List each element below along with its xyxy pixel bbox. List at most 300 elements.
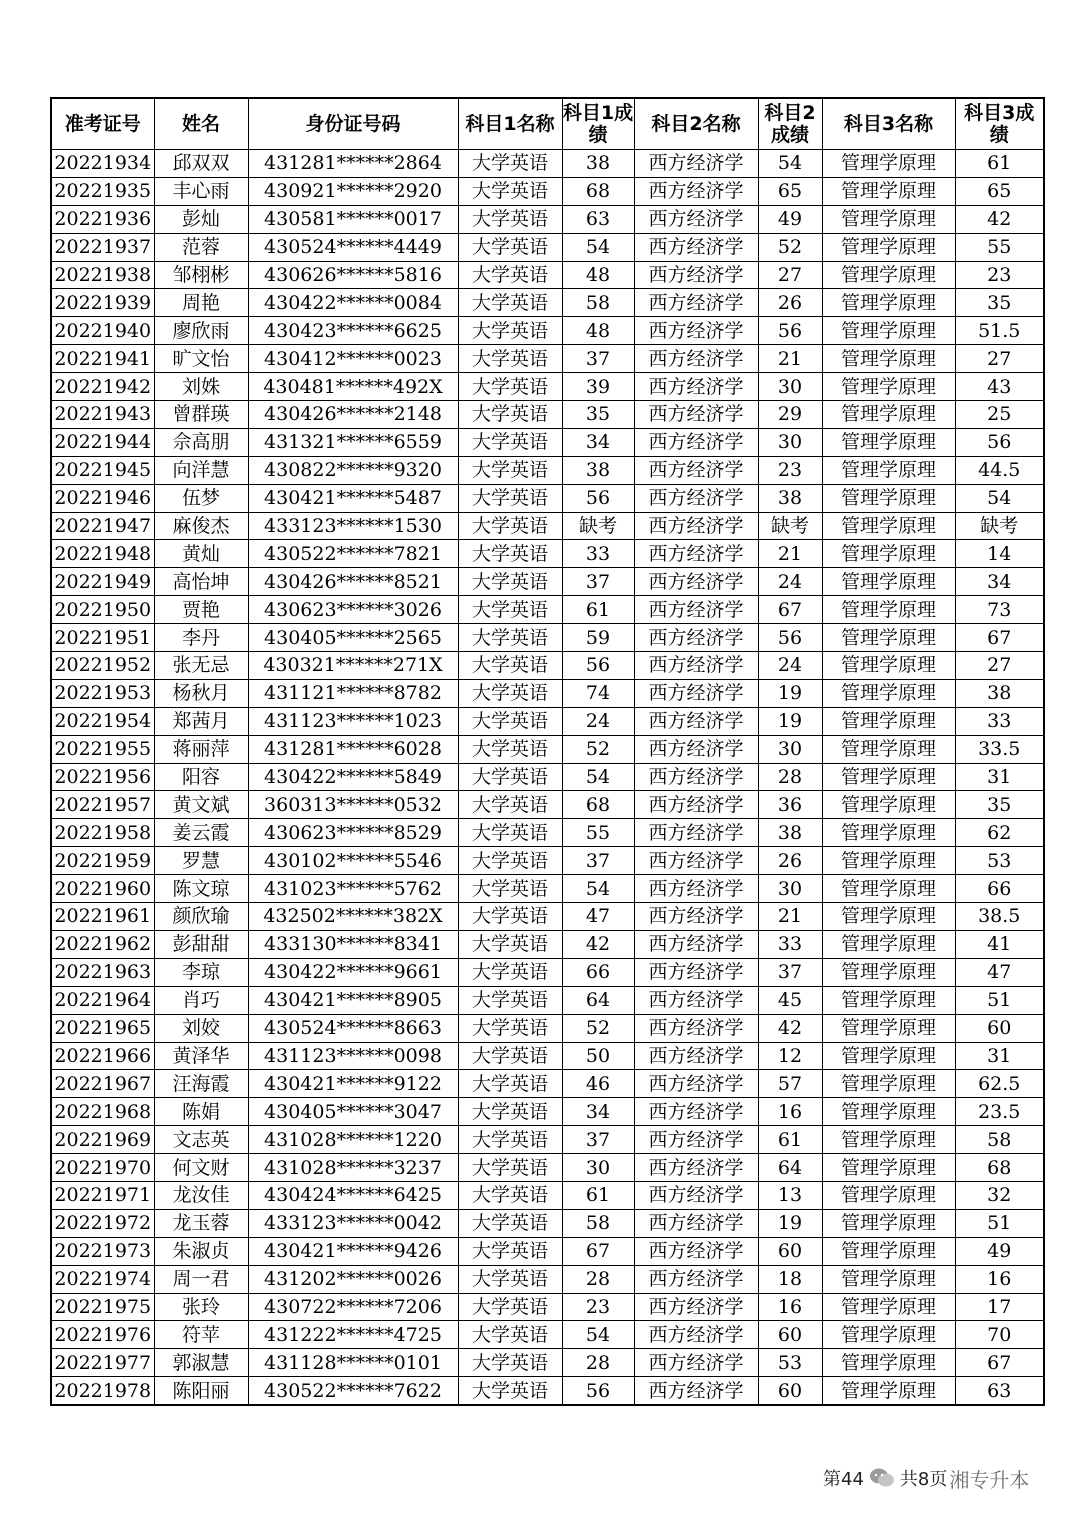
subject3-score-cell: 51.5 (955, 317, 1044, 345)
subject1-score-cell: 33 (562, 540, 634, 568)
name-cell: 范蓉 (154, 233, 248, 261)
subject3-name-cell: 管理学原理 (822, 289, 955, 317)
id-number-cell: 430321******271X (248, 652, 458, 680)
subject2-name-cell: 西方经济学 (634, 1265, 758, 1293)
exam-number-cell: 20221973 (51, 1237, 154, 1265)
id-number-cell: 431222******4725 (248, 1321, 458, 1349)
subject2-score-cell: 19 (758, 679, 822, 707)
subject3-score-cell: 70 (955, 1321, 1044, 1349)
table-row (51, 1349, 1044, 1377)
subject1-score-cell: 54 (562, 875, 634, 903)
subject3-name-cell: 管理学原理 (822, 1154, 955, 1182)
subject1-name-cell: 大学英语 (458, 317, 562, 345)
table-row (51, 958, 1044, 986)
subject3-score-cell: 27 (955, 652, 1044, 680)
exam-number-cell: 20221941 (51, 345, 154, 373)
exam-number-cell: 20221977 (51, 1349, 154, 1377)
subject2-score-cell: 19 (758, 1209, 822, 1237)
subject3-score-cell: 42 (955, 205, 1044, 233)
subject3-name-cell: 管理学原理 (822, 1098, 955, 1126)
subject3-name-cell: 管理学原理 (822, 205, 955, 233)
subject1-name-cell: 大学英语 (458, 205, 562, 233)
subject1-name-cell: 大学英语 (458, 428, 562, 456)
name-cell: 陈阳丽 (154, 1377, 248, 1405)
subject2-score-cell: 56 (758, 624, 822, 652)
subject2-name-cell: 西方经济学 (634, 652, 758, 680)
subject2-name-cell: 西方经济学 (634, 1181, 758, 1209)
subject2-score-cell: 21 (758, 903, 822, 931)
subject2-score-cell: 65 (758, 177, 822, 205)
id-number-cell: 430481******492X (248, 373, 458, 401)
table-row (51, 1209, 1044, 1237)
subject2-score-cell: 30 (758, 373, 822, 401)
subject3-score-cell: 55 (955, 233, 1044, 261)
exam-number-cell: 20221964 (51, 986, 154, 1014)
table-row (51, 373, 1044, 401)
subject2-name-cell: 西方经济学 (634, 484, 758, 512)
name-cell: 旷文怡 (154, 345, 248, 373)
subject3-score-cell: 31 (955, 763, 1044, 791)
subject3-score-cell: 66 (955, 875, 1044, 903)
subject3-score-cell: 73 (955, 596, 1044, 624)
subject3-score-cell: 67 (955, 624, 1044, 652)
id-number-cell: 430426******2148 (248, 401, 458, 429)
subject3-score-cell: 56 (955, 428, 1044, 456)
exam-number-cell: 20221944 (51, 428, 154, 456)
subject2-score-cell: 26 (758, 289, 822, 317)
table-row (51, 930, 1044, 958)
subject1-score-cell: 56 (562, 484, 634, 512)
subject1-name-cell: 大学英语 (458, 150, 562, 178)
subject2-name-cell: 西方经济学 (634, 373, 758, 401)
exam-number-cell: 20221961 (51, 903, 154, 931)
exam-number-cell: 20221969 (51, 1126, 154, 1154)
name-cell: 黄灿 (154, 540, 248, 568)
subject2-name-cell: 西方经济学 (634, 205, 758, 233)
subject3-name-cell: 管理学原理 (822, 568, 955, 596)
subject1-name-cell: 大学英语 (458, 1181, 562, 1209)
id-number-cell: 431321******6559 (248, 428, 458, 456)
subject3-name-cell: 管理学原理 (822, 512, 955, 540)
subject1-name-cell: 大学英语 (458, 233, 562, 261)
name-cell: 何文财 (154, 1154, 248, 1182)
table-row (51, 1014, 1044, 1042)
subject1-name-cell: 大学英语 (458, 1154, 562, 1182)
subject2-score-cell: 16 (758, 1098, 822, 1126)
subject3-name-cell: 管理学原理 (822, 1181, 955, 1209)
subject2-score-cell: 13 (758, 1181, 822, 1209)
page-footer (823, 1464, 1029, 1492)
subject1-name-cell: 大学英语 (458, 345, 562, 373)
subject3-score-cell: 31 (955, 1042, 1044, 1070)
subject1-score-cell: 37 (562, 568, 634, 596)
id-number-cell: 431128******0101 (248, 1349, 458, 1377)
id-number-cell: 431028******1220 (248, 1126, 458, 1154)
id-number-cell: 430426******8521 (248, 568, 458, 596)
id-number-cell: 430921******2920 (248, 177, 458, 205)
subject3-score-cell: 54 (955, 484, 1044, 512)
subject3-score-cell: 23 (955, 261, 1044, 289)
subject1-score-cell: 34 (562, 428, 634, 456)
subject2-name-cell: 西方经济学 (634, 345, 758, 373)
name-cell: 郑茜月 (154, 707, 248, 735)
name-cell: 汪海霞 (154, 1070, 248, 1098)
subject3-name-cell: 管理学原理 (822, 735, 955, 763)
subject2-score-cell: 42 (758, 1014, 822, 1042)
name-cell: 杨秋月 (154, 679, 248, 707)
subject3-name-cell: 管理学原理 (822, 261, 955, 289)
table-row (51, 401, 1044, 429)
subject1-score-cell: 61 (562, 596, 634, 624)
subject1-score-cell: 54 (562, 1321, 634, 1349)
subject2-name-cell: 西方经济学 (634, 1126, 758, 1154)
subject1-score-cell: 55 (562, 819, 634, 847)
subject1-score-cell: 37 (562, 1126, 634, 1154)
subject1-score-cell: 56 (562, 1377, 634, 1405)
subject1-score-cell: 52 (562, 735, 634, 763)
table-row (51, 261, 1044, 289)
subject1-score-cell: 54 (562, 233, 634, 261)
subject3-score-cell: 32 (955, 1181, 1044, 1209)
subject2-score-cell: 18 (758, 1265, 822, 1293)
subject2-name-cell: 西方经济学 (634, 1237, 758, 1265)
subject1-score-cell: 30 (562, 1154, 634, 1182)
subject2-score-cell: 28 (758, 763, 822, 791)
column-header: 科目1名称 (458, 98, 562, 150)
subject2-name-cell: 西方经济学 (634, 512, 758, 540)
id-number-cell: 433123******1530 (248, 512, 458, 540)
subject3-name-cell: 管理学原理 (822, 707, 955, 735)
subject1-name-cell: 大学英语 (458, 958, 562, 986)
subject3-name-cell: 管理学原理 (822, 317, 955, 345)
subject1-score-cell: 58 (562, 1209, 634, 1237)
subject1-name-cell: 大学英语 (458, 456, 562, 484)
column-header: 姓名 (154, 98, 248, 150)
subject1-name-cell: 大学英语 (458, 1042, 562, 1070)
subject2-name-cell: 西方经济学 (634, 1377, 758, 1405)
column-header: 科目3名称 (822, 98, 955, 150)
wechat-icon (868, 1466, 896, 1490)
name-cell: 姜云霞 (154, 819, 248, 847)
subject3-score-cell: 38.5 (955, 903, 1044, 931)
subject1-name-cell: 大学英语 (458, 1265, 562, 1293)
subject3-name-cell: 管理学原理 (822, 763, 955, 791)
name-cell: 廖欣雨 (154, 317, 248, 345)
subject1-name-cell: 大学英语 (458, 819, 562, 847)
exam-number-cell: 20221963 (51, 958, 154, 986)
exam-number-cell: 20221971 (51, 1181, 154, 1209)
subject1-score-cell: 35 (562, 401, 634, 429)
subject3-score-cell: 41 (955, 930, 1044, 958)
table-row (51, 233, 1044, 261)
table-row (51, 484, 1044, 512)
subject2-score-cell: 56 (758, 317, 822, 345)
table-row (51, 456, 1044, 484)
subject2-name-cell: 西方经济学 (634, 596, 758, 624)
exam-number-cell: 20221942 (51, 373, 154, 401)
subject3-name-cell: 管理学原理 (822, 540, 955, 568)
subject3-name-cell: 管理学原理 (822, 1377, 955, 1405)
id-number-cell: 430623******8529 (248, 819, 458, 847)
exam-number-cell: 20221972 (51, 1209, 154, 1237)
subject2-score-cell: 16 (758, 1293, 822, 1321)
subject3-name-cell: 管理学原理 (822, 1349, 955, 1377)
name-cell: 龙汝佳 (154, 1181, 248, 1209)
subject1-name-cell: 大学英语 (458, 540, 562, 568)
subject1-name-cell: 大学英语 (458, 903, 562, 931)
table-row (51, 1321, 1044, 1349)
id-number-cell: 433123******0042 (248, 1209, 458, 1237)
exam-number-cell: 20221938 (51, 261, 154, 289)
table-row (51, 903, 1044, 931)
subject2-name-cell: 西方经济学 (634, 1098, 758, 1126)
subject2-name-cell: 西方经济学 (634, 679, 758, 707)
subject2-name-cell: 西方经济学 (634, 1293, 758, 1321)
table-row (51, 847, 1044, 875)
subject2-score-cell: 64 (758, 1154, 822, 1182)
subject2-name-cell: 西方经济学 (634, 847, 758, 875)
subject2-name-cell: 西方经济学 (634, 1070, 758, 1098)
page-total: 共8页 (899, 1469, 948, 1490)
table-row (51, 1154, 1044, 1182)
subject3-name-cell: 管理学原理 (822, 456, 955, 484)
table-row (51, 652, 1044, 680)
name-cell: 刘姣 (154, 1014, 248, 1042)
table-row (51, 1377, 1044, 1405)
exam-number-cell: 20221966 (51, 1042, 154, 1070)
subject1-name-cell: 大学英语 (458, 596, 562, 624)
table-row (51, 875, 1044, 903)
exam-number-cell: 20221935 (51, 177, 154, 205)
subject2-score-cell: 缺考 (758, 512, 822, 540)
subject3-name-cell: 管理学原理 (822, 428, 955, 456)
exam-number-cell: 20221952 (51, 652, 154, 680)
name-cell: 佘高朋 (154, 428, 248, 456)
subject1-name-cell: 大学英语 (458, 875, 562, 903)
subject1-score-cell: 52 (562, 1014, 634, 1042)
subject1-name-cell: 大学英语 (458, 1349, 562, 1377)
column-header: 科目2成绩 (758, 98, 822, 150)
subject3-name-cell: 管理学原理 (822, 903, 955, 931)
subject2-name-cell: 西方经济学 (634, 540, 758, 568)
name-cell: 颜欣瑜 (154, 903, 248, 931)
subject3-score-cell: 62.5 (955, 1070, 1044, 1098)
subject3-score-cell: 23.5 (955, 1098, 1044, 1126)
subject2-score-cell: 23 (758, 456, 822, 484)
subject3-name-cell: 管理学原理 (822, 791, 955, 819)
subject2-name-cell: 西方经济学 (634, 624, 758, 652)
subject1-name-cell: 大学英语 (458, 289, 562, 317)
id-number-cell: 431281******6028 (248, 735, 458, 763)
subject3-name-cell: 管理学原理 (822, 1126, 955, 1154)
column-header: 科目1成绩 (562, 98, 634, 150)
exam-number-cell: 20221936 (51, 205, 154, 233)
name-cell: 黄文斌 (154, 791, 248, 819)
exam-number-cell: 20221956 (51, 763, 154, 791)
subject1-score-cell: 37 (562, 345, 634, 373)
subject2-name-cell: 西方经济学 (634, 958, 758, 986)
subject2-score-cell: 37 (758, 958, 822, 986)
subject2-name-cell: 西方经济学 (634, 233, 758, 261)
table-row (51, 1293, 1044, 1321)
table-row (51, 428, 1044, 456)
id-number-cell: 430522******7821 (248, 540, 458, 568)
name-cell: 贾艳 (154, 596, 248, 624)
exam-number-cell: 20221954 (51, 707, 154, 735)
subject1-name-cell: 大学英语 (458, 1377, 562, 1405)
subject3-name-cell: 管理学原理 (822, 930, 955, 958)
table-row (51, 1070, 1044, 1098)
subject3-score-cell: 49 (955, 1237, 1044, 1265)
subject1-name-cell: 大学英语 (458, 847, 562, 875)
id-number-cell: 430424******6425 (248, 1181, 458, 1209)
subject1-score-cell: 39 (562, 373, 634, 401)
subject3-name-cell: 管理学原理 (822, 1209, 955, 1237)
table-row (51, 568, 1044, 596)
id-number-cell: 430722******7206 (248, 1293, 458, 1321)
subject3-name-cell: 管理学原理 (822, 652, 955, 680)
id-number-cell: 431281******2864 (248, 150, 458, 178)
subject1-score-cell: 缺考 (562, 512, 634, 540)
subject2-name-cell: 西方经济学 (634, 261, 758, 289)
name-cell: 李丹 (154, 624, 248, 652)
subject1-score-cell: 56 (562, 652, 634, 680)
subject1-score-cell: 68 (562, 177, 634, 205)
subject1-name-cell: 大学英语 (458, 1209, 562, 1237)
table-row (51, 763, 1044, 791)
subject3-name-cell: 管理学原理 (822, 624, 955, 652)
subject1-score-cell: 61 (562, 1181, 634, 1209)
subject3-name-cell: 管理学原理 (822, 819, 955, 847)
name-cell: 罗慧 (154, 847, 248, 875)
name-cell: 文志英 (154, 1126, 248, 1154)
exam-number-cell: 20221968 (51, 1098, 154, 1126)
subject2-name-cell: 西方经济学 (634, 763, 758, 791)
subject1-name-cell: 大学英语 (458, 930, 562, 958)
subject1-name-cell: 大学英语 (458, 791, 562, 819)
name-cell: 阳容 (154, 763, 248, 791)
subject1-name-cell: 大学英语 (458, 512, 562, 540)
subject1-score-cell: 23 (562, 1293, 634, 1321)
exam-number-cell: 20221946 (51, 484, 154, 512)
subject2-score-cell: 12 (758, 1042, 822, 1070)
subject1-name-cell: 大学英语 (458, 652, 562, 680)
exam-number-cell: 20221948 (51, 540, 154, 568)
subject1-name-cell: 大学英语 (458, 679, 562, 707)
exam-number-cell: 20221937 (51, 233, 154, 261)
id-number-cell: 430524******4449 (248, 233, 458, 261)
subject2-name-cell: 西方经济学 (634, 1042, 758, 1070)
subject1-score-cell: 42 (562, 930, 634, 958)
watermark-text: 湘专升本 (949, 1467, 1030, 1492)
table-row (51, 289, 1044, 317)
id-number-cell: 430421******5487 (248, 484, 458, 512)
subject3-name-cell: 管理学原理 (822, 596, 955, 624)
subject3-score-cell: 25 (955, 401, 1044, 429)
subject1-name-cell: 大学英语 (458, 763, 562, 791)
subject1-score-cell: 48 (562, 261, 634, 289)
table-row (51, 512, 1044, 540)
id-number-cell: 433130******8341 (248, 930, 458, 958)
id-number-cell: 431121******8782 (248, 679, 458, 707)
name-cell: 彭灿 (154, 205, 248, 233)
subject1-name-cell: 大学英语 (458, 1237, 562, 1265)
subject1-score-cell: 64 (562, 986, 634, 1014)
subject3-score-cell: 53 (955, 847, 1044, 875)
exam-number-cell: 20221951 (51, 624, 154, 652)
exam-number-cell: 20221955 (51, 735, 154, 763)
subject2-name-cell: 西方经济学 (634, 735, 758, 763)
table-row (51, 735, 1044, 763)
subject3-score-cell: 51 (955, 986, 1044, 1014)
subject2-name-cell: 西方经济学 (634, 1014, 758, 1042)
subject1-name-cell: 大学英语 (458, 373, 562, 401)
exam-number-cell: 20221958 (51, 819, 154, 847)
subject1-name-cell: 大学英语 (458, 1098, 562, 1126)
subject2-score-cell: 21 (758, 345, 822, 373)
table-body (51, 150, 1044, 1406)
table-row (51, 819, 1044, 847)
subject3-name-cell: 管理学原理 (822, 986, 955, 1014)
subject1-name-cell: 大学英语 (458, 1293, 562, 1321)
subject3-name-cell: 管理学原理 (822, 1070, 955, 1098)
subject3-name-cell: 管理学原理 (822, 958, 955, 986)
id-number-cell: 430623******3026 (248, 596, 458, 624)
name-cell: 邱双双 (154, 150, 248, 178)
exam-number-cell: 20221975 (51, 1293, 154, 1321)
exam-number-cell: 20221945 (51, 456, 154, 484)
id-number-cell: 430405******2565 (248, 624, 458, 652)
subject2-name-cell: 西方经济学 (634, 875, 758, 903)
name-cell: 彭甜甜 (154, 930, 248, 958)
subject3-name-cell: 管理学原理 (822, 373, 955, 401)
subject2-score-cell: 67 (758, 596, 822, 624)
subject2-name-cell: 西方经济学 (634, 930, 758, 958)
subject1-score-cell: 66 (562, 958, 634, 986)
subject2-score-cell: 24 (758, 568, 822, 596)
subject3-score-cell: 17 (955, 1293, 1044, 1321)
subject3-score-cell: 51 (955, 1209, 1044, 1237)
subject2-name-cell: 西方经济学 (634, 707, 758, 735)
id-number-cell: 430412******0023 (248, 345, 458, 373)
subject2-score-cell: 57 (758, 1070, 822, 1098)
subject3-score-cell: 14 (955, 540, 1044, 568)
subject1-name-cell: 大学英语 (458, 707, 562, 735)
id-number-cell: 360313******0532 (248, 791, 458, 819)
id-number-cell: 430422******5849 (248, 763, 458, 791)
subject2-score-cell: 24 (758, 652, 822, 680)
name-cell: 邹栩彬 (154, 261, 248, 289)
subject3-score-cell: 47 (955, 958, 1044, 986)
table-row (51, 177, 1044, 205)
subject3-name-cell: 管理学原理 (822, 345, 955, 373)
exam-number-cell: 20221962 (51, 930, 154, 958)
id-number-cell: 430524******8663 (248, 1014, 458, 1042)
table-row (51, 1181, 1044, 1209)
name-cell: 麻俊杰 (154, 512, 248, 540)
subject2-name-cell: 西方经济学 (634, 819, 758, 847)
exam-number-cell: 20221965 (51, 1014, 154, 1042)
name-cell: 丰心雨 (154, 177, 248, 205)
id-number-cell: 431023******5762 (248, 875, 458, 903)
name-cell: 郭淑慧 (154, 1349, 248, 1377)
subject2-name-cell: 西方经济学 (634, 1321, 758, 1349)
subject3-name-cell: 管理学原理 (822, 233, 955, 261)
name-cell: 朱淑贞 (154, 1237, 248, 1265)
name-cell: 张无忌 (154, 652, 248, 680)
subject1-score-cell: 59 (562, 624, 634, 652)
exam-number-cell: 20221967 (51, 1070, 154, 1098)
